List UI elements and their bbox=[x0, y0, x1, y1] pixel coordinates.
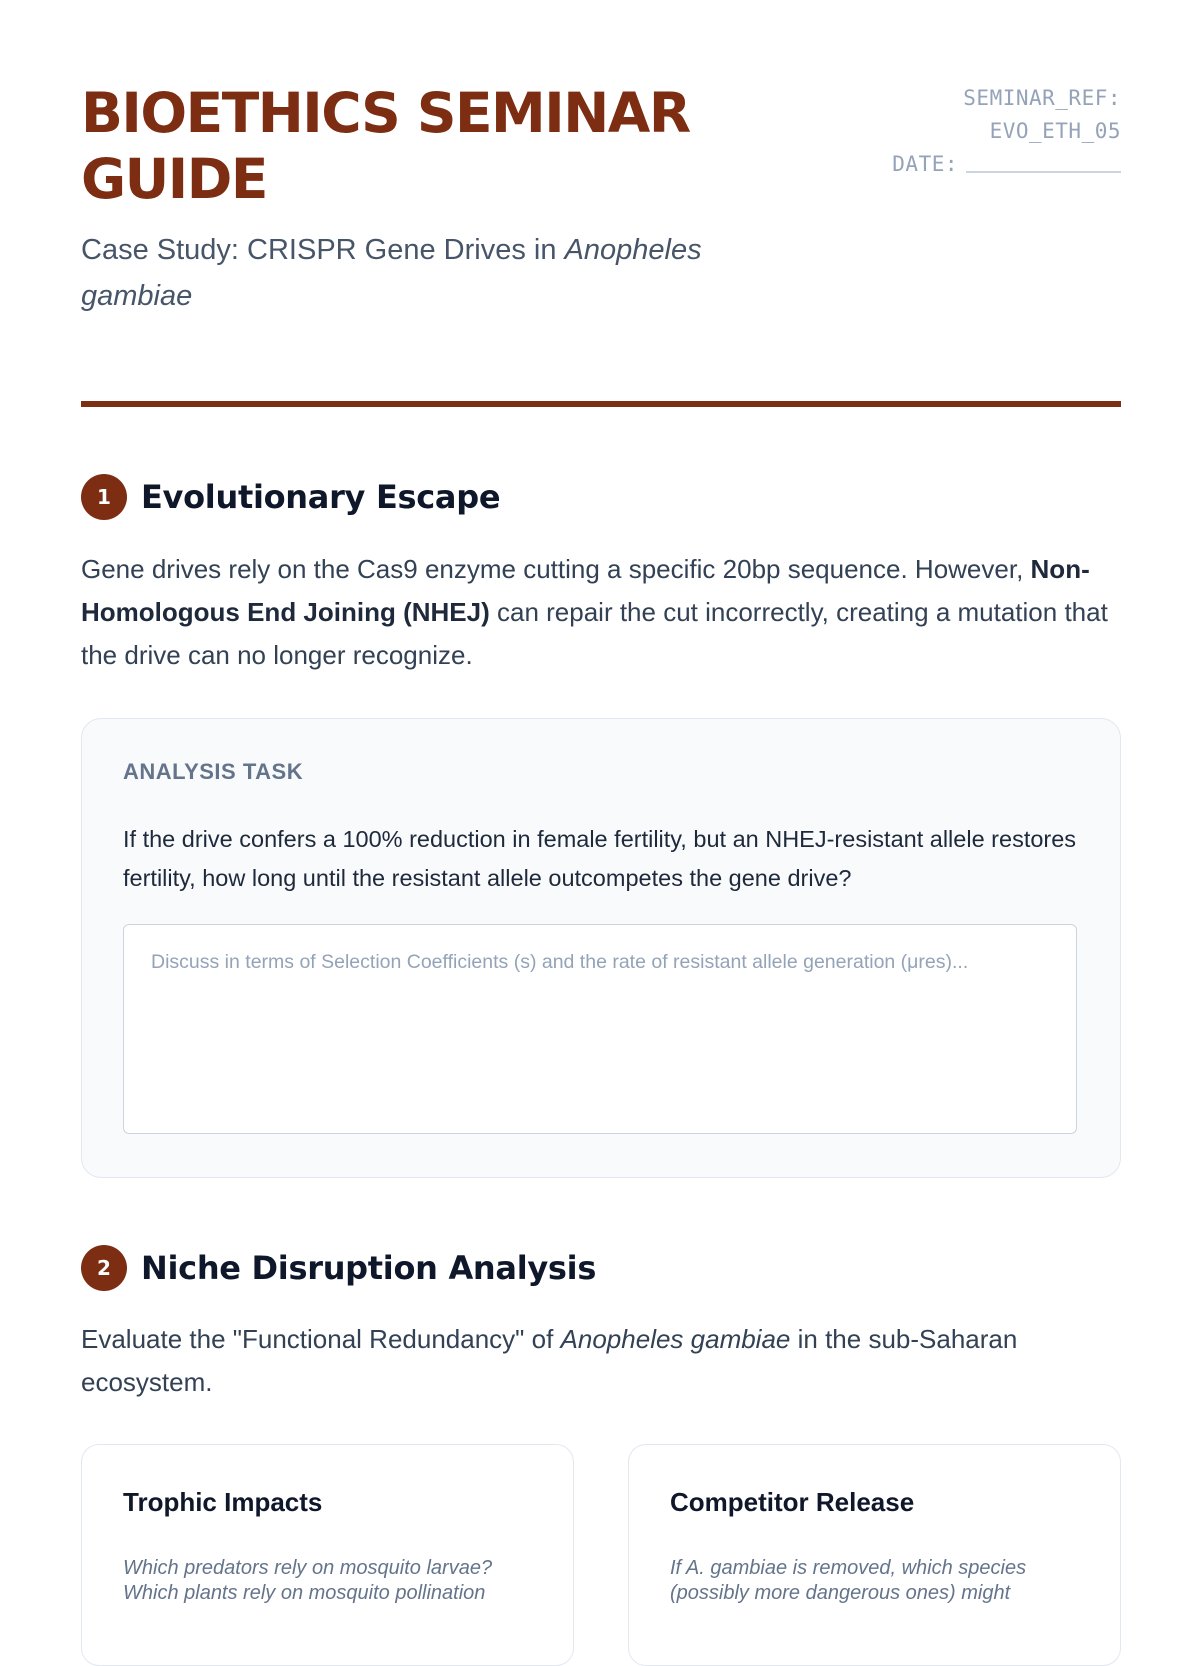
intro-text: Gene drives rely on the Cas9 enzyme cutting a specific 20bp sequence. However, bbox=[81, 554, 1031, 584]
seminar-ref-value: EVO_ETH_05 bbox=[989, 119, 1121, 143]
competitor-release-title: Competitor Release bbox=[670, 1487, 915, 1517]
analysis-answer-textarea[interactable] bbox=[123, 924, 1077, 1134]
header-divider bbox=[81, 401, 1121, 407]
section-1-number-badge: 1 bbox=[81, 474, 127, 520]
section-2-intro bbox=[81, 1318, 1121, 1404]
nhej-term: Non-Homologous End Joining (NHEJ) bbox=[81, 554, 1090, 627]
page-subtitle bbox=[81, 227, 781, 319]
seminar-ref-label: SEMINAR_REF: bbox=[963, 86, 1121, 110]
trophic-impacts-title: Trophic Impacts bbox=[123, 1487, 323, 1517]
trophic-impacts-prompt: Which predators rely on mosquito larvae? Which plants rely on mosquito pollination bbox=[123, 1557, 493, 1604]
date-label: DATE: bbox=[892, 152, 958, 176]
intro-text: Evaluate the "Functional Redundancy" of bbox=[81, 1324, 561, 1354]
competitor-release-prompt: If A. gambiae is removed, which species (possibly more dangerous ones) might bbox=[670, 1557, 1027, 1604]
section-2-number-badge: 2 bbox=[81, 1245, 127, 1291]
date-field[interactable] bbox=[966, 149, 1121, 173]
section-1-intro bbox=[81, 548, 1121, 677]
subtitle-species: Anopheles gambiae bbox=[81, 234, 702, 312]
competitor-release-card bbox=[628, 1444, 1121, 1666]
date-row bbox=[861, 148, 1121, 181]
page-title: BIOETHICS SEMINAR GUIDE bbox=[81, 81, 690, 211]
seminar-guide-page bbox=[81, 0, 1121, 1604]
section-1-header bbox=[81, 474, 500, 520]
trophic-impacts-card bbox=[81, 1444, 574, 1666]
analysis-task-question: If the drive confers a 100% reduction in female fertility, but an NHEJ-resistant allele restores fertility, how long until the resistant allele outcompetes the gene drive? bbox=[123, 826, 1077, 891]
analysis-task-label: ANALYSIS TASK bbox=[123, 759, 304, 784]
subtitle-prefix: Case Study: CRISPR Gene Drives in bbox=[81, 234, 565, 266]
intro-species: Anopheles gambiae bbox=[560, 1324, 791, 1354]
section-2-header bbox=[81, 1245, 596, 1291]
intro-text-continued: can repair the cut incorrectly, creating a mutation that the drive can no longer recognize. bbox=[81, 597, 1108, 670]
section-1-title: Evolutionary Escape bbox=[141, 478, 501, 516]
section-2-title: Niche Disruption Analysis bbox=[141, 1249, 597, 1287]
intro-text-continued: in the sub-Saharan ecosystem. bbox=[81, 1324, 1018, 1397]
document-meta bbox=[861, 82, 1121, 181]
analysis-task-card bbox=[81, 718, 1121, 1178]
